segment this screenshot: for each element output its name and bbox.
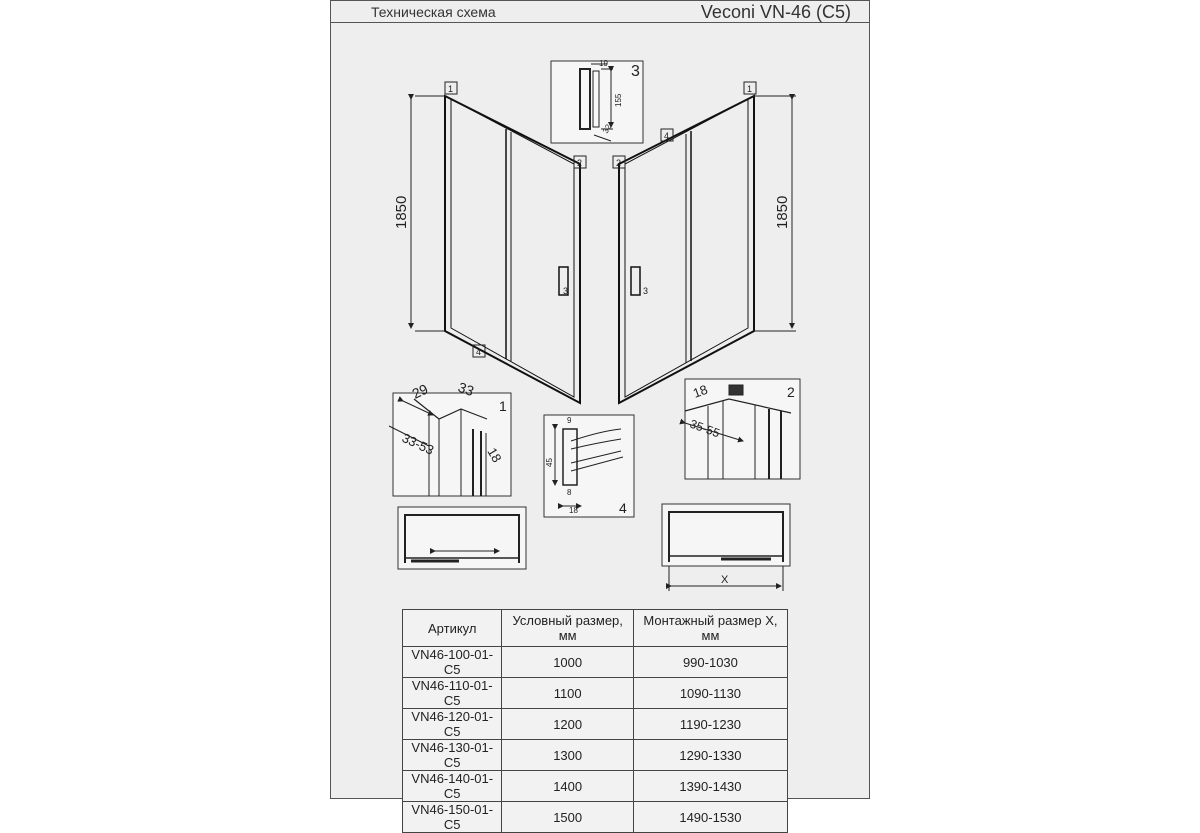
right-handle bbox=[631, 267, 640, 295]
cell-article: VN46-150-01-C5 bbox=[403, 802, 502, 833]
cell-nominal: 1100 bbox=[502, 678, 633, 709]
col-header-nominal-size: Условный размер, мм bbox=[502, 610, 633, 647]
callout-1-left: 1 bbox=[448, 84, 454, 94]
callout-3-left: 3 bbox=[563, 286, 569, 296]
col-header-article: Артикул bbox=[403, 610, 502, 647]
cell-mounting: 990-1030 bbox=[633, 647, 787, 678]
callout-3-right: 3 bbox=[643, 286, 649, 296]
detail-2-number: 2 bbox=[787, 384, 795, 400]
cell-nominal: 1400 bbox=[502, 771, 633, 802]
cell-article: VN46-130-01-C5 bbox=[403, 740, 502, 771]
detail-4-dim-b: 45 bbox=[545, 458, 554, 467]
detail-3-number: 3 bbox=[631, 63, 640, 80]
cell-article: VN46-140-01-C5 bbox=[403, 771, 502, 802]
detail-4-dim-a: 9 bbox=[567, 416, 572, 425]
sheet-title-left: Техническая схема bbox=[371, 4, 496, 20]
detail-4-dim-d: 18 bbox=[569, 506, 578, 515]
col-header-mounting-size: Монтажный размер X, мм bbox=[633, 610, 787, 647]
cell-nominal: 1000 bbox=[502, 647, 633, 678]
detail-3-handle bbox=[551, 61, 643, 143]
detail-3-dim-height: 155 bbox=[614, 93, 623, 107]
cell-nominal: 1300 bbox=[502, 740, 633, 771]
sheet-title-right: Veconi VN-46 (C5) bbox=[700, 2, 851, 22]
detail-4-dim-c: 8 bbox=[567, 488, 572, 497]
plan-x-label: X bbox=[721, 574, 729, 586]
cell-mounting: 1190-1230 bbox=[633, 709, 787, 740]
height-label-right: 1850 bbox=[774, 195, 791, 229]
cell-mounting: 1090-1130 bbox=[633, 678, 787, 709]
specs-table bbox=[402, 609, 788, 833]
technical-drawing-sheet bbox=[330, 0, 870, 832]
callout-1-right: 1 bbox=[747, 84, 753, 94]
height-label-left: 1850 bbox=[393, 195, 410, 229]
callout-4-left: 4 bbox=[476, 347, 482, 357]
cell-nominal: 1500 bbox=[502, 802, 633, 833]
callout-2-right: 2 bbox=[616, 158, 622, 168]
detail-3-dim-depth: 32 bbox=[600, 122, 614, 135]
detail-1-dim-d: 18 bbox=[484, 445, 505, 466]
table-row bbox=[403, 709, 788, 740]
height-dimension-left bbox=[411, 96, 445, 331]
cell-article: VN46-100-01-C5 bbox=[403, 647, 502, 678]
detail-4-number: 4 bbox=[619, 500, 627, 516]
detail-2-dim-b: 35-55 bbox=[687, 416, 722, 441]
detail-1-number: 1 bbox=[499, 398, 507, 414]
cell-mounting: 1290-1330 bbox=[633, 740, 787, 771]
cell-mounting: 1390-1430 bbox=[633, 771, 787, 802]
detail-3-dim-width: 19 bbox=[599, 59, 608, 68]
detail-1-dim-a: 29 bbox=[409, 380, 431, 402]
cell-article: VN46-110-01-C5 bbox=[403, 678, 502, 709]
table-row bbox=[403, 771, 788, 802]
specs-header-row bbox=[403, 610, 788, 647]
table-row bbox=[403, 802, 788, 833]
table-row bbox=[403, 740, 788, 771]
table-row bbox=[403, 678, 788, 709]
callout-2-left: 2 bbox=[577, 158, 583, 168]
detail-2-dim-a: 18 bbox=[690, 381, 710, 401]
table-row bbox=[403, 647, 788, 678]
plan-view-left bbox=[398, 507, 526, 569]
cell-mounting: 1490-1530 bbox=[633, 802, 787, 833]
cell-nominal: 1200 bbox=[502, 709, 633, 740]
detail-1-dim-b: 33 bbox=[455, 378, 477, 400]
callout-4-right: 4 bbox=[664, 131, 670, 141]
detail-1-dim-c: 33-53 bbox=[399, 430, 437, 458]
cell-article: VN46-120-01-C5 bbox=[403, 709, 502, 740]
